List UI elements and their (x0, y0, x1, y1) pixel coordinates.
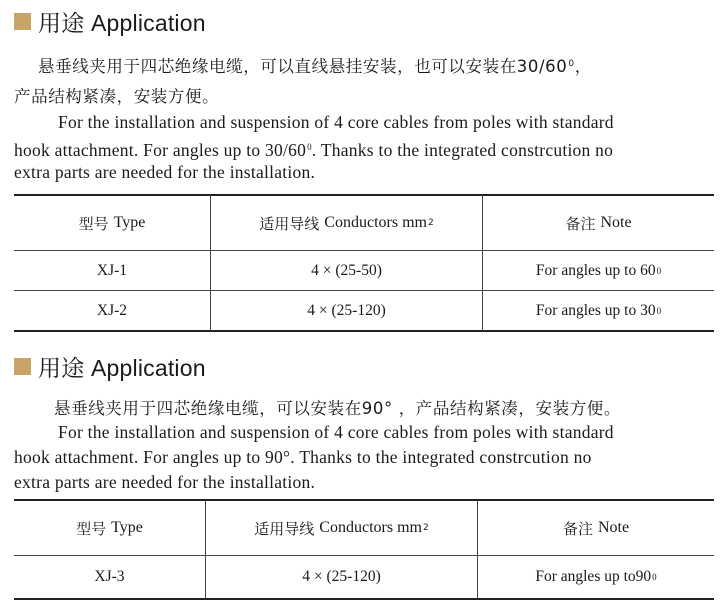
table-bottom-rule (14, 598, 714, 600)
en-line-2 (14, 135, 714, 160)
en-text: hook attachment. For angles up to 30/60 (14, 140, 307, 160)
cn-description-line-1 (38, 53, 592, 77)
header-cn: 备注 (562, 519, 593, 538)
header-en: Note (600, 214, 632, 231)
degree-mark: 0 (656, 305, 662, 316)
degree-mark: 0 (652, 572, 657, 582)
degree-mark: 0 (568, 59, 575, 69)
header-conductors (211, 196, 482, 250)
header-cn: 适用导线 (254, 519, 315, 538)
en-description (14, 420, 714, 495)
header-cn: 适用导线 (259, 214, 320, 233)
header-en: Conductors mm (319, 519, 422, 536)
degree-mark: 0 (656, 265, 662, 276)
en-line-1: For the installation and suspension of 4 core cables from poles with standard (58, 112, 614, 132)
en-description (14, 110, 714, 185)
en-line-3: extra parts are needed for the installation. (14, 162, 316, 182)
table-row-2-note (483, 291, 714, 330)
header-conductors (206, 501, 477, 555)
table-row-2-conductor: 4 × (25-120) (307, 301, 386, 319)
note-text: For angles up to90 (535, 568, 652, 585)
header-en: Type (113, 214, 146, 231)
cn-description-line-2: 产品结构紧凑，安装方便。 (14, 87, 220, 106)
note-text: For angles up to 30 (535, 301, 656, 319)
header-cn: 备注 (565, 214, 596, 233)
heading-text: 用途 Application (38, 354, 206, 381)
en-text: . Thanks to the integrated constrcution no (311, 140, 614, 160)
header-type (14, 501, 205, 555)
table-row-1-note (483, 251, 714, 290)
header-en: Type (111, 519, 143, 536)
table-row-1-type: XJ-1 (96, 261, 128, 279)
superscript: 2 (422, 523, 429, 533)
header-note (483, 196, 714, 250)
heading-text: 用途 Application (38, 9, 206, 36)
table-bottom-rule (14, 330, 714, 332)
degree-mark: 0 (307, 142, 312, 152)
table-row-1-note (478, 556, 714, 598)
cn-description-line-1: 悬垂线夹用于四芯绝缘电缆，可以安装在90° ，产品结构紧凑，安装方便。 (54, 399, 621, 418)
heading-square-icon (14, 13, 31, 30)
en-line-1: For the installation and suspension of 4 core cables from poles with standard (58, 422, 614, 442)
cn-text: ， (574, 57, 592, 76)
header-en: Note (597, 519, 630, 536)
section-heading (14, 7, 206, 35)
table-row-1-conductor: 4 × (25-120) (302, 568, 381, 585)
section-heading (14, 352, 206, 380)
table-row-1-conductor: 4 × (25-50) (311, 261, 382, 279)
header-note (478, 501, 714, 555)
note-text: For angles up to 60 (535, 261, 656, 279)
table-row-1-type: XJ-3 (94, 568, 125, 585)
en-line-2: hook attachment. For angles up to 90°. Thanks to the integrated constrcution no (14, 447, 592, 467)
superscript: 2 (427, 218, 434, 228)
table-row-2-type: XJ-2 (96, 301, 128, 319)
header-cn: 型号 (78, 214, 109, 233)
heading-square-icon (14, 358, 31, 375)
header-en: Conductors mm (324, 214, 427, 231)
header-type (14, 196, 210, 250)
cn-text: 悬垂线夹用于四芯绝缘电缆，可以直线悬挂安装，也可以安装在30/60 (38, 57, 568, 76)
header-cn: 型号 (76, 519, 107, 538)
en-line-3: extra parts are needed for the installation. (14, 472, 316, 492)
